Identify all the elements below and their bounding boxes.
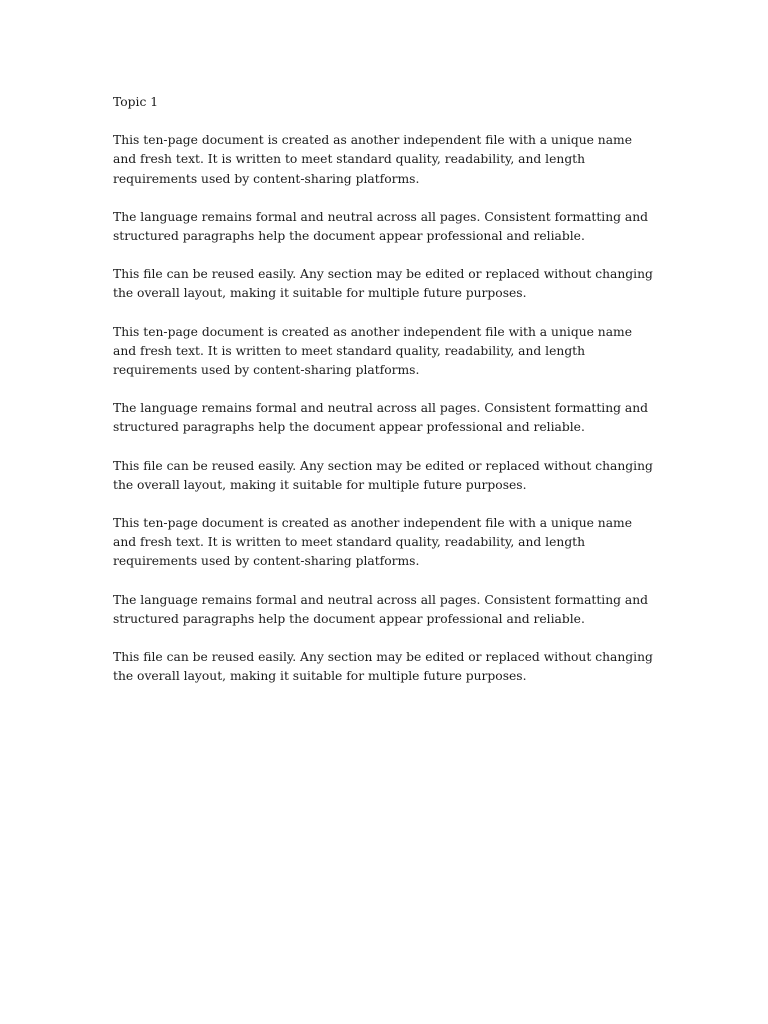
paragraph-7: This ten-page document is created as another independent file with a unique name and fresh text. It is written to meet standard quality, readability, and length requirements used by content-sharing platforms. [113, 516, 632, 569]
paragraph-9: This file can be reused easily. Any section may be edited or replaced without changing the overall layout, making it suitable for multiple future purposes. [113, 650, 653, 684]
paragraph-4: This ten-page document is created as another independent file with a unique name and fresh text. It is written to meet standard quality, readability, and length requirements used by content-sharing platforms. [113, 324, 632, 378]
paragraph-6: This file can be reused easily. Any section may be edited or replaced without changing the overall layout, making it suitable for multiple future purposes. [113, 458, 653, 492]
paragraph-3: This file can be reused easily. Any section may be edited or replaced without changing the overall layout, making it suitable for multiple future purposes. [113, 267, 653, 301]
topic-heading: Topic 1 [113, 95, 159, 109]
paragraph-5: The language remains formal and neutral across all pages. Consistent formatting and structured paragraphs help the document appear professional and reliable. [113, 401, 649, 435]
document-body [113, 93, 658, 705]
paragraph-8: The language remains formal and neutral across all pages. Consistent formatting and structured paragraphs help the document appear professional and reliable. [113, 592, 649, 626]
paragraph-1: This ten-page document is created as another independent file with a unique name and fresh text. It is written to meet standard quality, readability, and length requirements used by content-sharing platforms. [113, 133, 632, 186]
paragraph-2: The language remains formal and neutral across all pages. Consistent formatting and structured paragraphs help the document appear professional and reliable. [113, 209, 649, 244]
